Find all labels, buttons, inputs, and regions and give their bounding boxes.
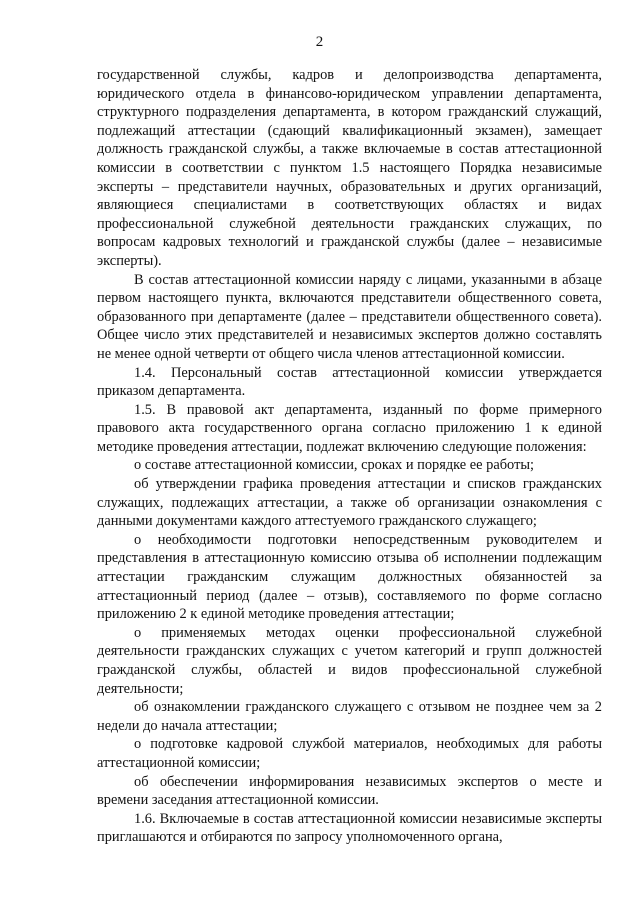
list-item-review-familiarization: об ознакомлении гражданского служащего с отзывом не позднее чем за 2 недели до начала аттестации; (97, 699, 602, 734)
paragraph-commission-members-continued: государственной службы, кадров и делопроизводства департамента, юридического отдела в финансово-юридическом управлении департамента, структурного подразделения департамента, в котором гражданский служащий, подлежащий аттестации (сдающий квалификационный экзамен), замещает должность гражданской службы, а также включаемые в состав аттестационной комиссии в соответствии с пунктом 1.5 настоящего Порядка независимые эксперты – представители научных, образовательных и других организаций, являющиеся специалистами в соответствующих областях и видах профессиональной служебной деятельности гражданских служащих, по вопросам кадровых технологий и гражданской службы (далее – независимые эксперты). (97, 67, 602, 269)
list-item-schedule-approval: об утверждении графика проведения аттестации и списков гражданских служащих, подлежащих аттестации, а также об организации ознакомления с данными документами каждого аттестуемого гражданского служащего; (97, 476, 602, 530)
list-item-materials-preparation: о подготовке кадровой службой материалов, необходимых для работы аттестационной комиссии; (97, 736, 602, 771)
list-item-experts-notification: об обеспечении информирования независимых экспертов о месте и времени заседания аттестационной комиссии. (97, 773, 602, 809)
page-number: 2 (315, 34, 324, 50)
list-item-evaluation-methods: о применяемых методах оценки профессиональной служебной деятельности гражданских служащих с учетом категорий и групп должностей гражданской службы, областей и видов профессиональной служебной деятельности; (97, 624, 602, 697)
paragraph-1-4: 1.4. Персональный состав аттестационной комиссии утверждается приказом департамента. (97, 364, 602, 400)
list-item-review-preparation: о необходимости подготовки непосредственным руководителем и представления в аттестационную комиссию отзыва об исполнении подлежащим аттестации гражданским служащим должностных обязанностей за аттестационный период (далее – отзыв), составляемого по форме согласно приложению 2 к единой методике проведения аттестации; (97, 531, 602, 623)
document-body (97, 66, 602, 847)
paragraph-1-6: 1.6. Включаемые в состав аттестационной комиссии независимые эксперты приглашаются и отбираются по запросу уполномоченного органа, (97, 810, 602, 846)
paragraph-public-council-representatives: В состав аттестационной комиссии наряду с лицами, указанными в абзаце первом настоящего пункта, включаются представители общественного совета, образованного при департаменте (далее – представители общественного совета). Общее число этих представителей и независимых экспертов должно составлять не менее одной четверти от общего числа членов аттестационной комиссии. (97, 271, 602, 362)
paragraph-1-5: 1.5. В правовой акт департамента, изданный по форме примерного правового акта государственного органа согласно приложению 1 к единой методике проведения аттестации, подлежат включению следующие положения: (97, 401, 602, 455)
list-item-commission-composition: о составе аттестационной комиссии, сроках и порядке ее работы; (134, 457, 535, 474)
